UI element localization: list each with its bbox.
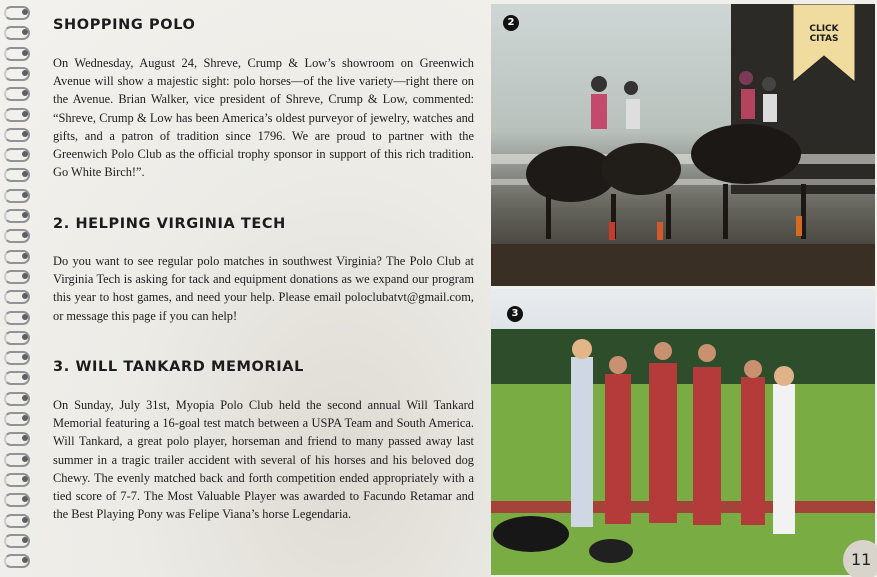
coil-hole bbox=[22, 314, 28, 320]
photo-team-on-field bbox=[491, 289, 875, 575]
section-body-shopping-polo: On Wednesday, August 24, Shreve, Crump & Low’s showroom on Greenwich Avenue will show a majestic sight: polo horses—of the live variety—right there on the Avenue. Brian Walker, vice president of Shreve, Crump & Low, commented: “Shreve, Crump & Low has been America’s oldest purveyor of jewelry, watches and gifts, and a patron of tradition since 1796. We are proud to partner with the Greenwich Polo Club as the official trophy sponsor in support of this rich tradition. Go White Birch!”. bbox=[53, 56, 474, 180]
section-body-will-tankard-memorial: On Sunday, July 31st, Myopia Polo Club held the second annual Will Tankard Memorial featuring a 16-goal test match between a USPA Team and South America. Will Tankard, a great polo player, horseman and friend to many passed away last summer in a tragic trailer accident with several of his horses and his beloved dog Chewy. The evenly matched back and forth competition ended appropriately with a tied score of 7-7. The Most Valuable Player was awarded to Facundo Retamar and the Best Playing Pony was Felipe Viana’s horse Legendaria. bbox=[53, 398, 474, 522]
coil-hole bbox=[22, 253, 28, 259]
coil-hole bbox=[22, 456, 28, 462]
spiral-coil bbox=[2, 554, 30, 566]
click-citas-button[interactable] bbox=[793, 4, 855, 84]
spiral-coil bbox=[2, 250, 30, 262]
spiral-coil bbox=[2, 290, 30, 302]
spiral-coil bbox=[2, 108, 30, 120]
page-number: 11 bbox=[843, 540, 877, 577]
coil-hole bbox=[22, 537, 28, 543]
spiral-coil bbox=[2, 392, 30, 404]
section-body-helping-virginia-tech: Do you want to see regular polo matches in southwest Virginia? The Polo Club at Virginia Tech is asking for tack and equipment donations as we expand our program this year to host games, and need your help. Please email poloclubatvt@gmail.com, or message this page if you can help! bbox=[53, 254, 474, 323]
spiral-coil bbox=[2, 148, 30, 160]
spiral-coil bbox=[2, 351, 30, 363]
coil-hole bbox=[22, 131, 28, 137]
spiral-coil bbox=[2, 371, 30, 383]
click-citas-label bbox=[793, 24, 855, 44]
photo-number-badge: 2 bbox=[503, 15, 519, 31]
coil-hole bbox=[22, 111, 28, 117]
spiral-coil bbox=[2, 473, 30, 485]
coil-hole bbox=[22, 476, 28, 482]
section-title-shopping-polo: SHOPPING POLO bbox=[53, 17, 196, 33]
photo-polo-riders bbox=[491, 4, 875, 286]
spiral-coil bbox=[2, 26, 30, 38]
spiral-coil bbox=[2, 412, 30, 424]
spiral-coil bbox=[2, 311, 30, 323]
spiral-coil bbox=[2, 87, 30, 99]
spiral-binding bbox=[2, 6, 32, 572]
photo-number-badge: 3 bbox=[507, 306, 523, 322]
coil-hole bbox=[22, 334, 28, 340]
spiral-coil bbox=[2, 6, 30, 18]
coil-hole bbox=[22, 192, 28, 198]
click-label-line1: CLICK bbox=[809, 24, 839, 34]
coil-hole bbox=[22, 212, 28, 218]
spiral-coil bbox=[2, 47, 30, 59]
coil-hole bbox=[22, 9, 28, 15]
spiral-coil bbox=[2, 128, 30, 140]
spiral-coil bbox=[2, 534, 30, 546]
team-photo-illustration bbox=[491, 289, 875, 575]
spiral-coil bbox=[2, 168, 30, 180]
click-label-line2: CITAS bbox=[809, 34, 839, 44]
coil-hole bbox=[22, 70, 28, 76]
section-title-will-tankard-memorial: 3. WILL TANKARD MEMORIAL bbox=[53, 359, 304, 375]
spiral-coil bbox=[2, 493, 30, 505]
bookmark-ribbon-icon bbox=[793, 4, 855, 84]
spiral-coil bbox=[2, 331, 30, 343]
coil-hole bbox=[22, 415, 28, 421]
coil-hole bbox=[22, 273, 28, 279]
spiral-coil bbox=[2, 189, 30, 201]
spiral-coil bbox=[2, 67, 30, 79]
coil-hole bbox=[22, 517, 28, 523]
section-title-helping-virginia-tech: 2. HELPING VIRGINIA TECH bbox=[53, 216, 286, 232]
coil-hole bbox=[22, 50, 28, 56]
spiral-coil bbox=[2, 514, 30, 526]
spiral-coil bbox=[2, 453, 30, 465]
spiral-coil bbox=[2, 270, 30, 282]
coil-hole bbox=[22, 395, 28, 401]
spiral-coil bbox=[2, 229, 30, 241]
spiral-coil bbox=[2, 432, 30, 444]
spiral-coil bbox=[2, 209, 30, 221]
